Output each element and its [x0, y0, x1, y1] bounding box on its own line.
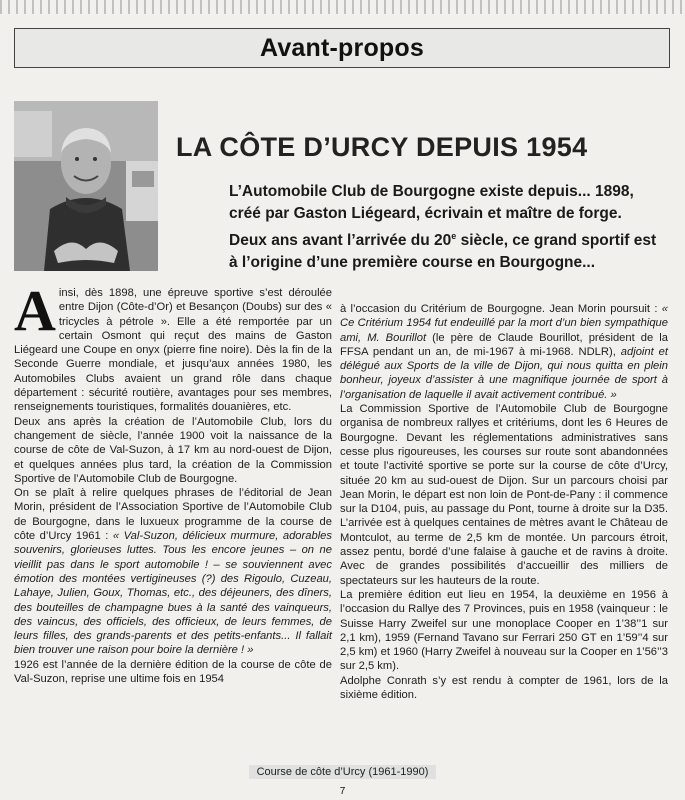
- intro-paragraph: [229, 181, 659, 274]
- body-paragraph: La première édition eut lieu en 1954, la deuxième en 1956 à l’occasion du Rallye des 7 Provinces, puis en 1958 (vainqueur : le Suisse Harry Zweifel sur une monoplace Cooper en 1’38’’1 sur 2,1 km), 1959 (Fernand Tavano sur Ferrari 250 GT en 1’59’’4 sur 2,5 km) et 1960 (Harry Zweifel à nouveau sur la Cooper en 1’56’’3 sur 2,5 km).: [340, 588, 668, 673]
- body-paragraph: Adolphe Conrath s’y est rendu à compter de 1961, lors de la sixième édition.: [340, 674, 668, 702]
- drop-cap: A: [14, 278, 56, 343]
- body-paragraph: 1926 est l’année de la dernière édition de la course de côte de Val-Suzon, reprise une ultime fois en 1954: [14, 658, 332, 686]
- portrait-illustration: [14, 101, 158, 271]
- body-paragraph: Ainsi, dès 1898, une épreuve sportive s’est déroulée entre Dijon (Côte-d’Or) et Besançon (Doubs) sur des « tricycles à pétrole ». Elle a été remportée par un certain Osmont qui reçut des mains de Gaston Liégeard une Coupe en onyx (pierre fine noire). Dès la fin de la Seconde Guerre mondiale, et jusqu’aux années 1980, les Automobiles Clubs avaient un grand rôle dans chaque département : sécurité routière, avantages pour ses membres, renseignements touristiques, formalités douanières, etc.: [14, 278, 332, 414]
- body-paragraph: On se plaît à relire quelques phrases de l’éditorial de Jean Morin, président de l’Association Sportive de l’Automobile Club de Bourgogne, dans le luxueux programme de la course de côte d’Urcy 1961 : « Val-Suzon, délicieux murmure, adorables souvenirs, glorieuses luttes. Tous les encore jeunes – on ne vieillit pas dans le sport automobile ! – se souviennent avec émotion des montées vertigineuses (?) des Rigoulo, Cuzeau, Lahaye, Julien, Goux, Thomas, etc., des déjeuners, des dîners, des bouteilles de champagne bues à la santé des vainqueurs, des vaincus, des officiels, des officieux, de leurs femmes, de leurs filles, des grands-parents et des petits-enfants... Il fallait bien trouver une raison pour boire la dernière ! »: [14, 487, 332, 657]
- article-headline: LA CÔTE D’URCY DEPUIS 1954: [176, 132, 588, 162]
- intro-superscript: e: [451, 231, 457, 241]
- page-number: 7: [339, 786, 346, 797]
- spiral-binding: [0, 0, 685, 14]
- section-header: [14, 28, 670, 68]
- intro-text-1: L’Automobile Club de Bourgogne existe depuis... 1898, créé par Gaston Liégeard, écrivain et maître de forge. Deux ans avant l’arrivée du 20: [229, 183, 634, 250]
- body-paragraph: à l’occasion du Critérium de Bourgogne. Jean Morin poursuit : « Ce Critérium 1954 fut endeuillé par la mort d’un bien sympathique ami, M. Bourillot (le père de Claude Bourillot, président de la FFSA pendant un an, de mi-1967 à mi-1968. NDLR), adjoint et délégué aux Sports de la ville de Dijon, qui nous quitta en plein bonheur, joyeux d’assister à une magnifique journée de sport à l’organisation de laquelle il avait activement contribué. »: [340, 303, 669, 401]
- quote-text: « Ce Critérium 1954 fut endeuillé par la mort d’un bien sympathique ami, M. Bourillot: [340, 303, 668, 344]
- intro-text-2: siècle, ce grand sportif est à l’origine d’une première course en Bourgogne...: [229, 232, 657, 272]
- section-title: Avant-propos: [260, 33, 424, 62]
- left-column: [14, 278, 332, 686]
- footer-caption: Course de côte d’Urcy (1961-1990): [0, 766, 685, 778]
- portrait-photo: [14, 101, 158, 271]
- quote-text: « Val-Suzon, délicieux murmure, adorables souvenirs, glorieuses luttes. Tous les encore jeunes – on ne vieillit pas dans le sport automobile ! – se souviennent avec émotion des montées vertigineuses (?) des Rigoulo, Cuzeau, Lahaye, Julien, Goux, Thomas, etc., des déjeuners, des dîners, des bouteilles de champagne bues à la santé des vainqueurs, des vaincus, des officiels, des officieux, de leurs femmes, de leurs filles, des grands-parents et des petits-enfants... Il fallait bien trouver une raison pour boire la dernière ! »: [14, 530, 332, 657]
- quote-text: adjoint et délégué aux Sports de la ville de Dijon, qui nous quitta en plein bonheur, joyeux d’assister à une magnifique journée de sport à l’organisation de laquelle il avait activement contribué. »: [340, 345, 669, 401]
- body-paragraph: Deux ans après la création de l’Automobile Club, lors du changement de siècle, l’année 1900 voit la naissance de la course de côte de Val-Suzon, à 17 km au nord-ouest de Dijon, et quelques années plus tard, la création de la Commission Sportive de l’Automobile Club de Bourgogne.: [14, 415, 332, 485]
- body-paragraph: La Commission Sportive de l’Automobile Club de Bourgogne organisa de nombreux rallyes et critériums, dont les 6 Heures de Bourgogne. Devant les réglementations administratives sans cesse plus rigoureuses, les courses sur route sont abandonnées et toute l’activité sportive se porte sur la course de côte d’Urcy, située 20 km au sud-ouest de Dijon. Sur un parcours choisi par Jean Morin, le départ est non loin de Pont-de-Pany : il commence sur la D104, puis, au passage du Pont, tourne à droite sur la D35. L’arrivée est à quelques centaines de mètres avant le Château de Montculot, au terme de 2,5 km de montée. Un parcours étroit, assez pentu, bordé d’une falaise à gauche et de ravins à droite. Avec de grandes possibilités d’accueillir des milliers de spectateurs sur les hauteurs de la route.: [340, 403, 668, 587]
- right-column: [340, 302, 668, 702]
